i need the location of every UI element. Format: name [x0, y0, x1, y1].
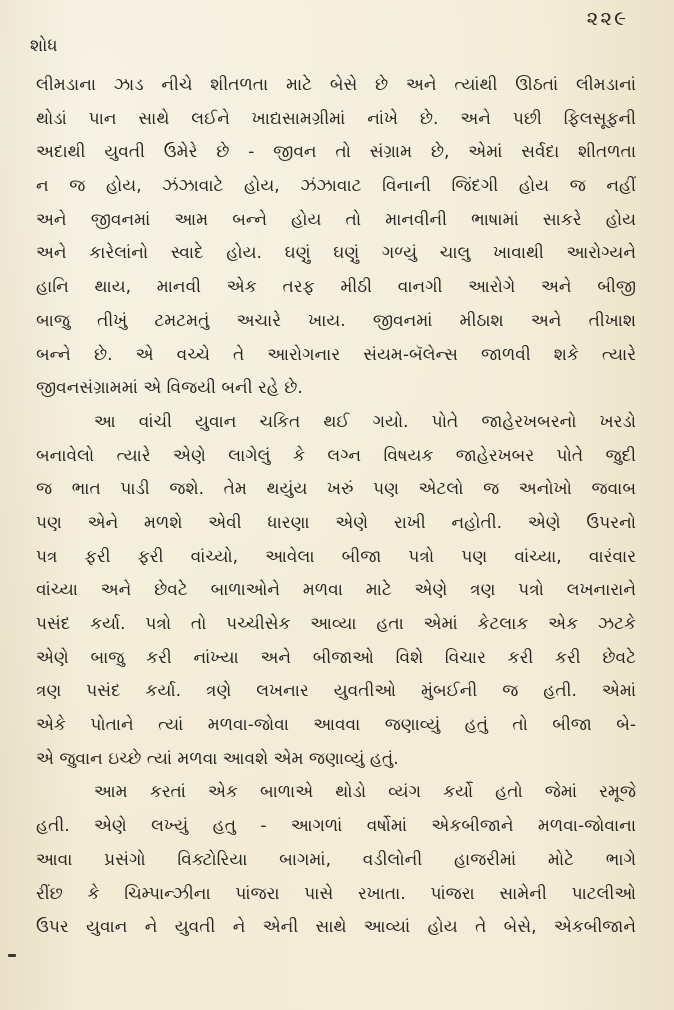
text-line: હતી. એણે લખ્યું હતુ - આગળાં વર્ષોમાં એકબીજાને મળવા-જોવાના [36, 816, 636, 837]
text-line: અને જીવનમાં આમ બન્ને હોય તો માનવીની ભાષામાં સાકરે હોય [36, 209, 636, 230]
text-line: લીમડાના ઝાડ નીચે શીતળતા માટે બેસે છે અને ત્યાંથી ઊઠતાં લીમડાનાં [36, 75, 636, 95]
text-line: જીવનસંગ્રામમાં એ વિજયી બની રહે છે. [36, 378, 303, 399]
paragraph-start-line: આમ કરતાં એક બાળાએ થોડો વ્યંગ કર્યો હતો જેમાં રમૂજે [94, 782, 636, 803]
text-line: ઉપર યુવાન ને યુવતી ને એની સાથે આવ્યાં હોય તે બેસે, એકબીજાને [36, 917, 636, 938]
text-line: આવા પ્રસંગો વિક્ટોરિયા બાગમાં, વડીલોની હાજરીમાં મોટે ભાગે [36, 849, 636, 870]
text-line: પત્ર ફરી ફરી વાંચ્યો, આવેલા બીજા પત્રો પણ વાંચ્યા, વારંવાર [36, 546, 636, 567]
body-text [36, 69, 636, 945]
text-line: રીંછ કે ચિમ્પાન્ઝીના પાંજરા પાસે રખાતા. પાંજરા સામેની પાટલીઓ [36, 883, 636, 904]
text-line: ત્રણ પસંદ કર્યા. ત્રણે લખનાર યુવતીઓ મુંબઈની જ હતી. એમાં [36, 681, 636, 702]
running-head: શોધ [30, 36, 58, 56]
text-line: અદાથી યુવતી ઉમેરે છે - જીવન તો સંગ્રામ છે, એમાં સર્વદા શીતળતા [36, 142, 636, 163]
page-number: ૨૨૯ [586, 6, 628, 30]
text-line: વાંચ્યા અને છેવટે બાળાઓને મળવા માટે એણે ત્રણ પત્રો લખનારાને [36, 580, 636, 601]
text-line: થોડાં પાન સાથે લઈને ખાદ્યસામગ્રીમાં નાંખે છે. અને પછી ફિલસૂફની [36, 108, 636, 129]
paragraph-start-line: આ વાંચી યુવાન ચકિત થઈ ગયો. પોતે જાહેરખબરનો ખરડો [94, 411, 636, 432]
text-line: હાનિ થાય, માનવી એક તરફ મીઠી વાનગી આરોગે અને બીજી [36, 277, 636, 298]
text-line: બનાવેલો ત્યારે એણે લાગેલું કે લગ્ન વિષયક જાહેરખબર પોતે જુદી [36, 445, 636, 466]
text-line: એ જુવાન ઇચ્છે ત્યાં મળવા આવશે એમ જણાવ્યું હતું. [36, 748, 399, 769]
page-header [0, 0, 674, 60]
text-line: અને કારેલાંનો સ્વાદે હોય. ઘણું ઘણું ગળ્યું ચાલુ ખાવાથી આરોગ્યને [36, 243, 636, 264]
text-line: પણ એને મળશે એવી ધારણા એણે રાખી નહોતી. એણે ઉપરનો [36, 512, 636, 533]
margin-ink-mark [8, 954, 16, 957]
text-line: એણે બાજુ કરી નાંખ્યા અને બીજાઓ વિશે વિચાર કરી કરી છેવટે [36, 647, 636, 668]
text-line: બન્ને છે. એ વચ્ચે તે આરોગનાર સંયમ-બૅલેન્સ જાળવી શકે ત્યારે [36, 344, 636, 365]
text-line: ન જ હોય, ઝંઝાવાટે હોય, ઝંઝાવાટ વિનાની જિંદગી હોય જ નહીં [36, 176, 636, 197]
text-line: બાજુ તીખું ટમટમતું અચારે ખાય. જીવનમાં મીઠાશ અને તીખાશ [36, 310, 636, 331]
text-line: એકે પોતાને ત્યાં મળવા-જોવા આવવા જણાવ્યું હતું તો બીજા બે- [36, 715, 636, 736]
text-line: જ ભાત પાડી જશે. તેમ થયુંય ખરું પણ એટલો જ અનોખો જવાબ [36, 479, 636, 500]
text-line: પસંદ કર્યા. પત્રો તો પચ્ચીસેક આવ્યા હતા એમાં કેટલાક એક ઝટકે [36, 614, 636, 634]
